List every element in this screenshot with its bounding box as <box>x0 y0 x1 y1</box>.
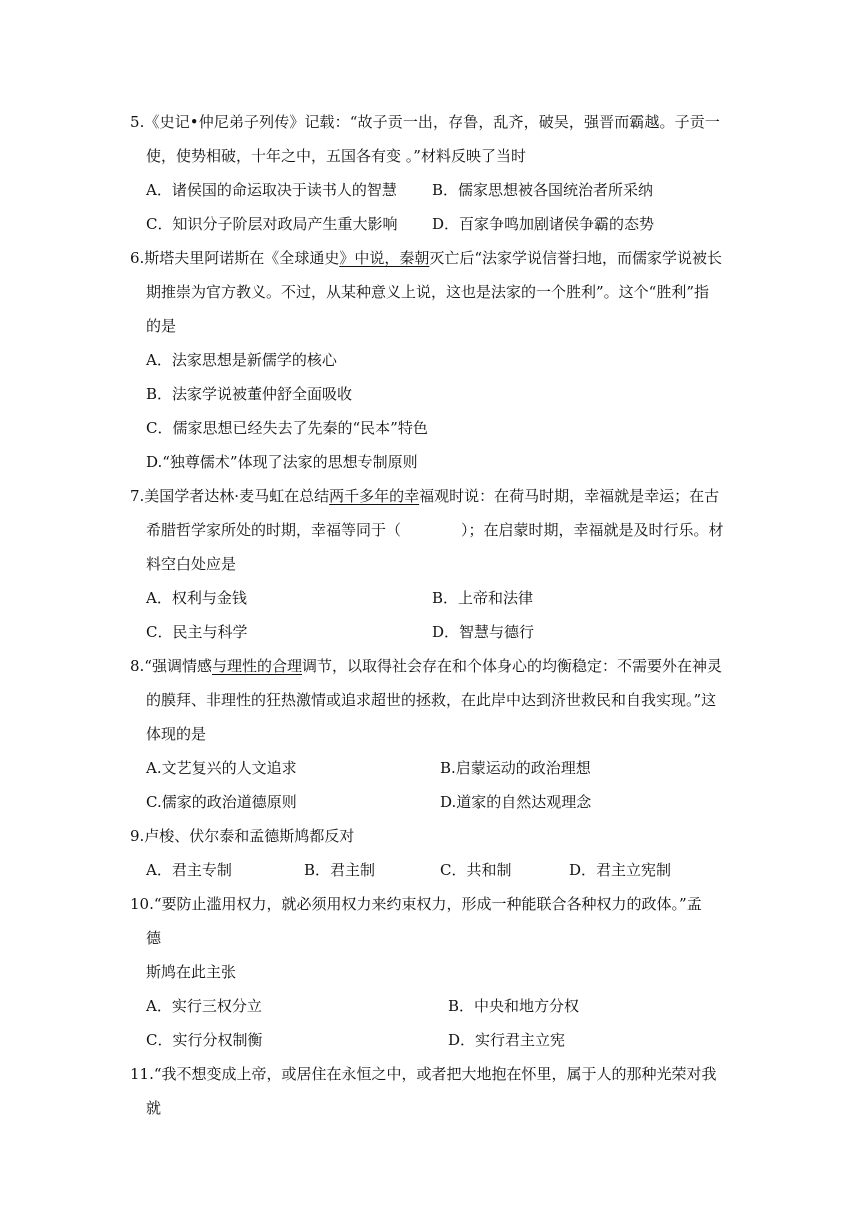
question-11-stem-line-2: 就 <box>146 1099 162 1117</box>
question-7-stem-line-3: 料空白处应是 <box>146 555 237 573</box>
question-10-stem-line-3: 斯鸠在此主张 <box>146 963 237 981</box>
question-8-stem-line-2: 的膜拜、非理性的狂热激情或追求超世的拯救，在此岸中达到济世救民和自我实现。”这 <box>146 691 717 709</box>
question-10-option-c: C．实行分权制衡 <box>146 1031 263 1049</box>
question-6-stem-line-2: 期推崇为官方教义。不过，从某种意义上说，这也是法家的一个胜利”。这个“胜利”指 <box>146 283 710 301</box>
question-7-stem-part-1: 7.美国学者达林·麦马虹在总结 <box>130 487 330 505</box>
question-5-option-d: D．百家争鸣加剧诸侯争霸的态势 <box>432 215 655 233</box>
question-7-stem-line-1 <box>130 486 719 506</box>
question-7-stem-underlined: 两千多年的幸 <box>329 487 420 505</box>
question-8-option-b: B.启蒙运动的政治理想 <box>440 759 591 777</box>
question-7-option-c: C．民主与科学 <box>146 623 248 641</box>
question-8-stem-line-1 <box>130 656 722 676</box>
question-9-option-b: B．君主制 <box>304 861 376 879</box>
question-6-stem-part-2: 灭亡后“法家学说信誉扫地，而儒家学说被长 <box>429 249 723 267</box>
question-10-stem-line-2: 德 <box>146 929 162 947</box>
question-5-option-b: B．儒家思想被各国统治者所采纳 <box>432 181 654 199</box>
question-6-stem-line-1 <box>130 248 722 268</box>
question-10-option-a: A．实行三权分立 <box>146 997 262 1015</box>
question-7-stem-line-2: 希腊哲学家所处的时期，幸福等同于（ ）；在启蒙时期，幸福就是及时行乐。材 <box>146 521 724 539</box>
question-9-option-a: A．君主专制 <box>146 861 232 879</box>
question-10-option-d: D．实行君主立宪 <box>448 1031 566 1049</box>
question-6-stem-part-1: 6.斯塔夫里阿诺斯在《全球通史 <box>130 249 340 267</box>
question-8-stem-part-1: 8.“强调情感 <box>130 657 212 675</box>
question-5-stem-line-1: 5.《史记•仲尼弟子列传》记载：“故子贡一出，存鲁，乱齐，破吴，强晋而霸越。子贡一 <box>130 113 720 131</box>
question-8-stem-line-3: 体现的是 <box>146 725 207 743</box>
question-8-option-c: C.儒家的政治道德原则 <box>146 793 297 811</box>
question-8-option-d: D.道家的自然达观理念 <box>440 793 592 811</box>
question-6-option-a: A．法家思想是新儒学的核心 <box>146 351 337 369</box>
question-6-option-b: B．法家学说被董仲舒全面吸收 <box>146 385 353 403</box>
question-7-option-b: B．上帝和法律 <box>432 589 534 607</box>
question-7-stem-part-2: 福观时说：在荷马时期，幸福就是幸运；在古 <box>419 487 720 505</box>
question-6-stem-underlined: 》中说，秦朝 <box>339 249 430 267</box>
question-11-stem-line-1: 11.“我不想变成上帝，或居住在永恒之中，或者把大地抱在怀里，属于人的那种光荣对我 <box>130 1065 717 1083</box>
question-7-option-d: D．智慧与德行 <box>432 623 535 641</box>
question-8-option-a: A.文艺复兴的人文追求 <box>146 759 297 777</box>
question-10-stem-line-1: 10.“要防止滥用权力，就必须用权力来约束权力，形成一种能联合各种权力的政体。”孟 <box>130 895 702 913</box>
question-10-option-b: B．中央和地方分权 <box>448 997 580 1015</box>
question-5-option-c: C．知识分子阶层对政局产生重大影响 <box>146 215 398 233</box>
question-6-option-d: D.“独尊儒术”体现了法家的思想专制原则 <box>146 453 418 471</box>
question-9-option-c: C．共和制 <box>440 861 512 879</box>
question-5-stem-line-2: 使，使势相破，十年之中，五国各有变 。”材料反映了当时 <box>146 147 526 165</box>
question-6-stem-line-3: 的是 <box>146 317 177 335</box>
question-6-option-c: C．儒家思想已经失去了先秦的“民本”特色 <box>146 419 428 437</box>
question-9-stem-line-1: 9.卢梭、伏尔泰和孟德斯鸠都反对 <box>130 827 355 845</box>
question-5-option-a: A．诸侯国的命运取决于读书人的智慧 <box>146 181 397 199</box>
question-7-option-a: A．权利与金钱 <box>146 589 247 607</box>
question-8-stem-underlined: 与理性的合理 <box>211 657 302 675</box>
question-9-option-d: D．君主立宪制 <box>569 861 672 879</box>
question-8-stem-part-2: 调节，以取得社会存在和个体身心的均衡稳定：不需要外在神灵 <box>302 657 723 675</box>
